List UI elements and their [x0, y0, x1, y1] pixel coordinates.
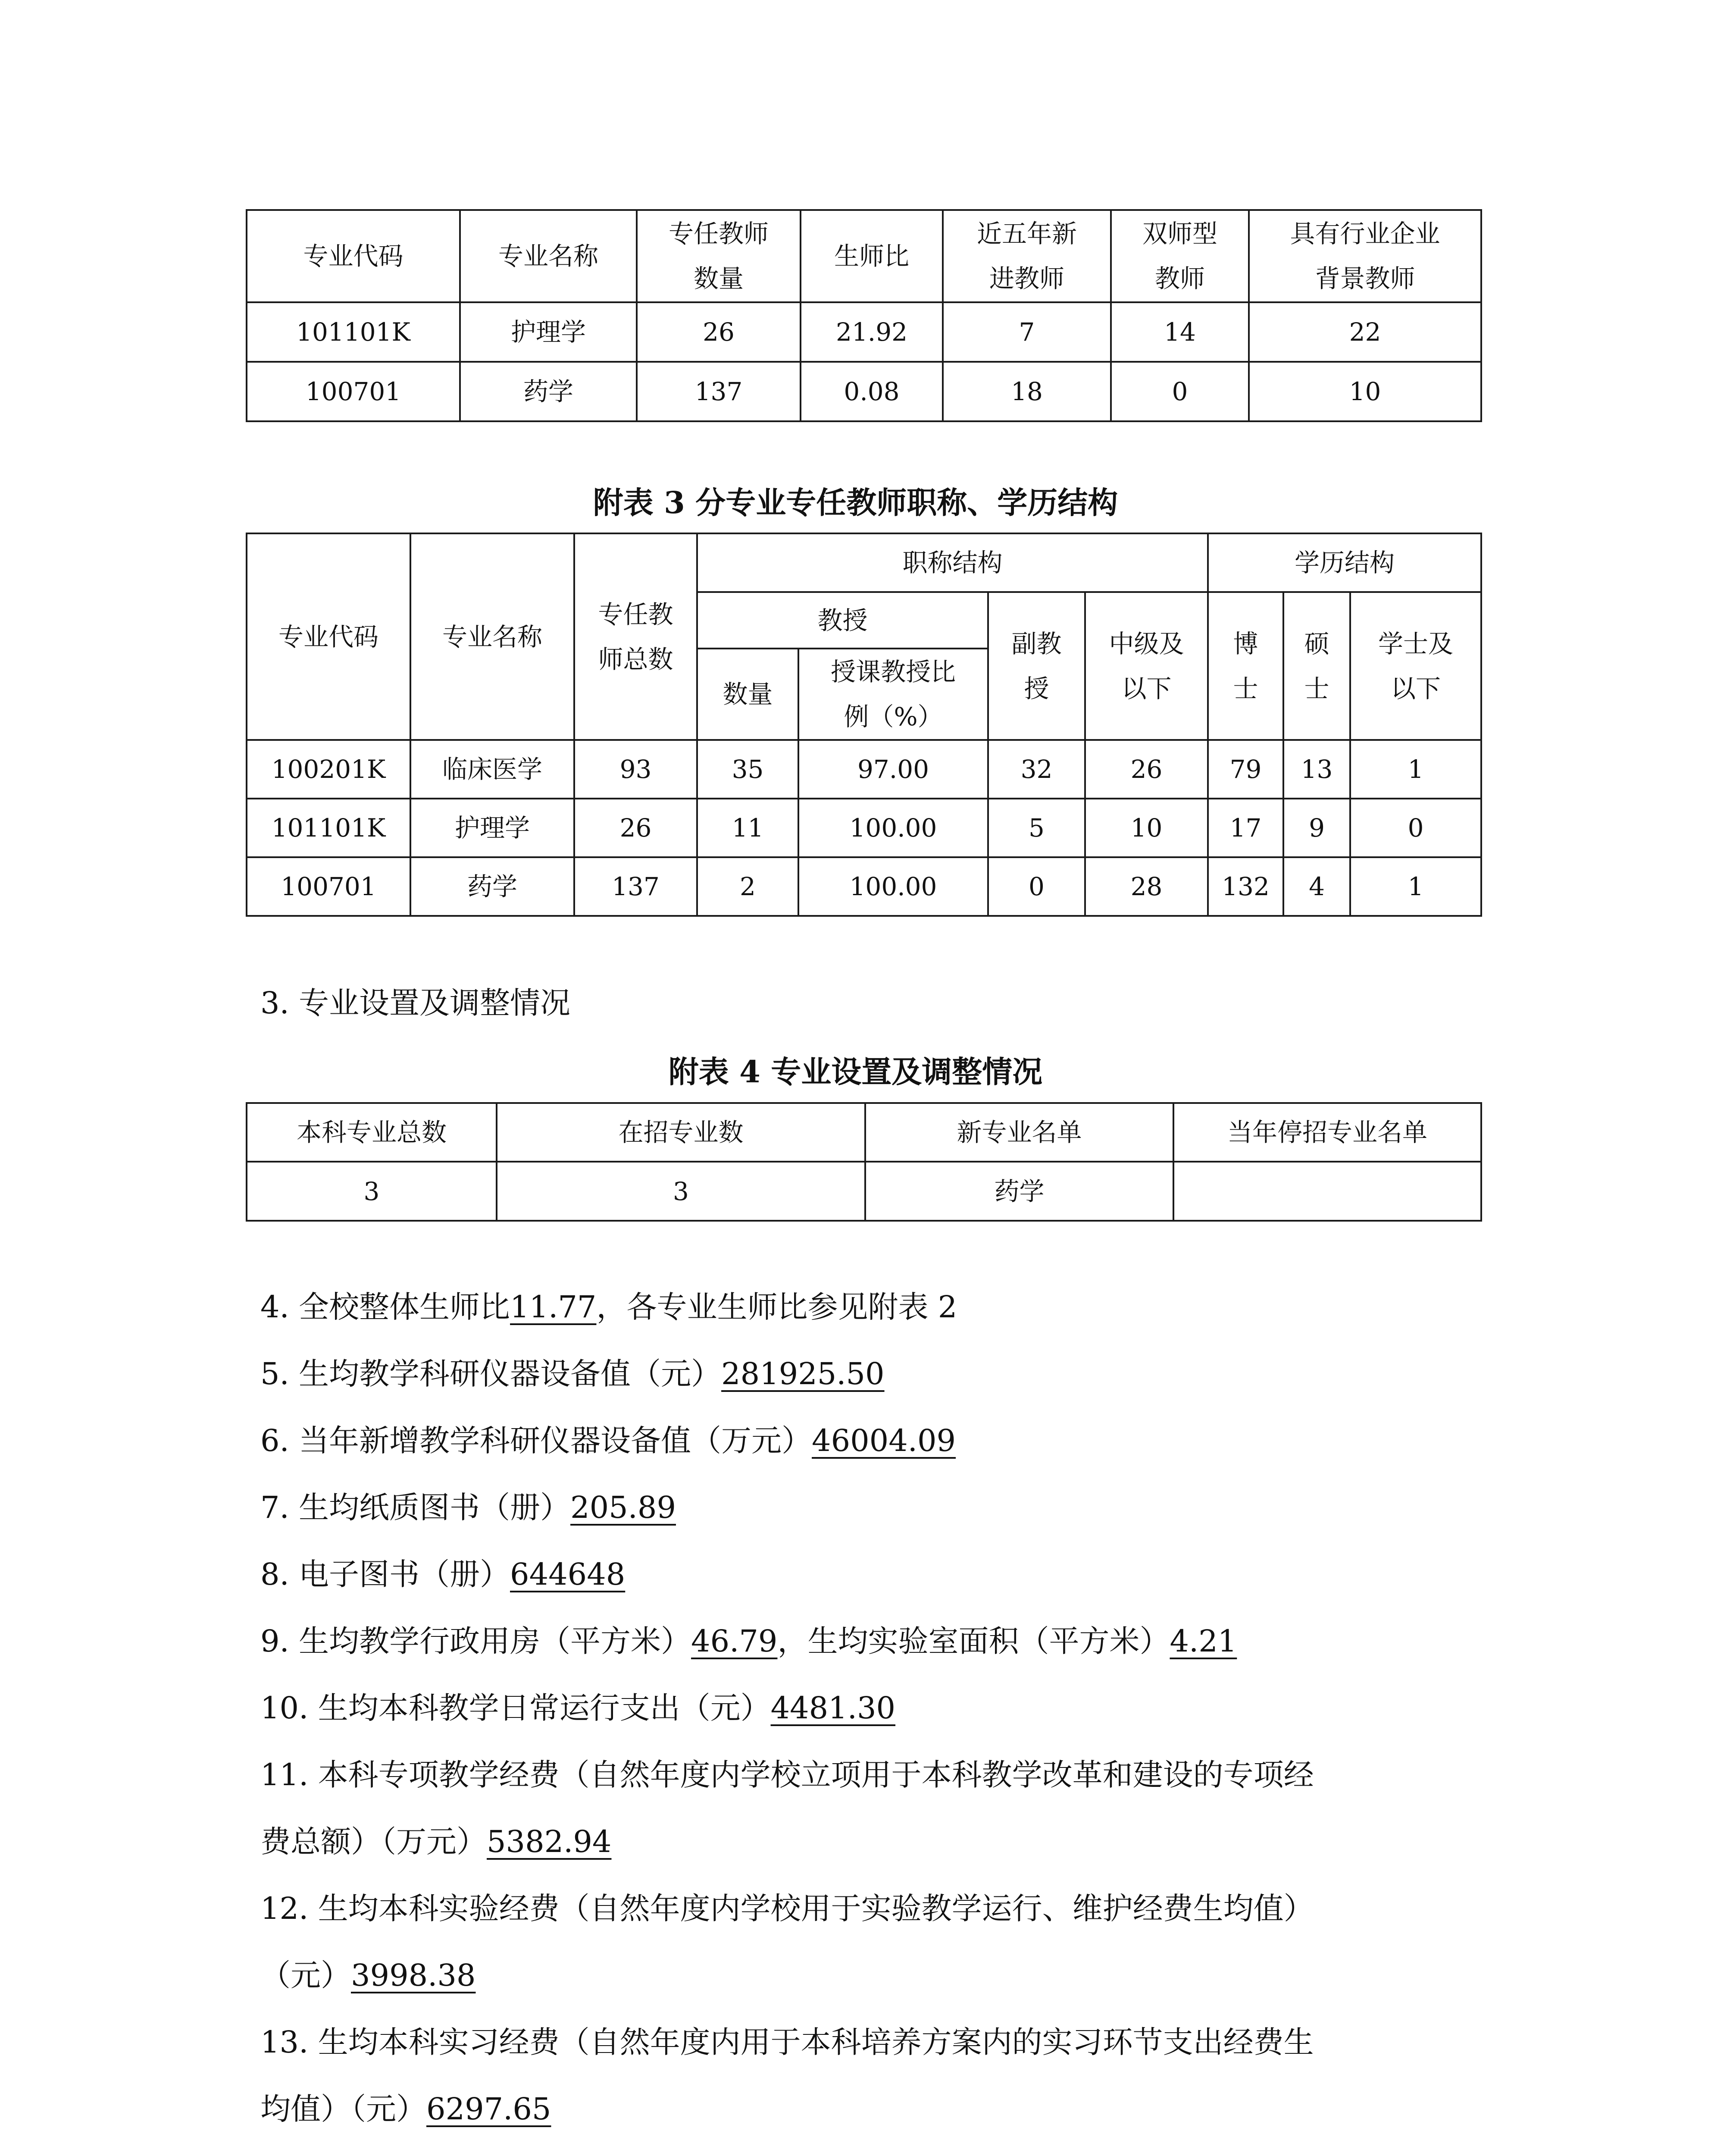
table-cell: 0	[1111, 362, 1249, 421]
value: 6297.65	[426, 2091, 551, 2127]
table-cell: 28	[1085, 857, 1208, 916]
header-cell: 学士及 以下	[1350, 592, 1481, 740]
header-cell: 教授	[697, 592, 988, 649]
value: 4481.30	[770, 1690, 896, 1726]
table-cell: 护理学	[460, 302, 637, 362]
table-cell: 5	[988, 799, 1085, 857]
item-7: 7. 生均纸质图书（册）205.89	[260, 1490, 676, 1525]
table3-caption: 附表 3 分专业专任教师职称、学历结构	[593, 485, 1118, 520]
header-cell: 专业代码	[247, 533, 410, 740]
header-cell: 具有行业企业 背景教师	[1249, 210, 1481, 302]
table-cell: 1	[1350, 740, 1481, 799]
item-11-line1: 11. 本科专项教学经费（自然年度内学校立项用于本科教学改革和建设的专项经	[260, 1757, 1314, 1792]
table-cell: 137	[574, 857, 697, 916]
table-cell: 药学	[460, 362, 637, 421]
header-cell: 新专业名单	[865, 1103, 1173, 1162]
header-cell: 授课教授比 例（%）	[798, 649, 988, 740]
header-cell: 博 士	[1208, 592, 1283, 740]
header-cell: 数量	[697, 649, 798, 740]
table-cell: 13	[1283, 740, 1350, 799]
header-cell: 专业代码	[247, 210, 460, 302]
table-cell: 132	[1208, 857, 1283, 916]
table-cell: 0	[988, 857, 1085, 916]
table-cell: 100701	[247, 857, 410, 916]
table-cell: 10	[1249, 362, 1481, 421]
table-cell: 10	[1085, 799, 1208, 857]
table-cell: 护理学	[410, 799, 574, 857]
table-row	[247, 302, 1481, 362]
header-cell: 专任教师 数量	[637, 210, 801, 302]
table-cell: 4	[1283, 857, 1350, 916]
table-cell: 100701	[247, 362, 460, 421]
table-row	[247, 1162, 1481, 1221]
table-cell: 临床医学	[410, 740, 574, 799]
table-cell: 2	[697, 857, 798, 916]
value: 281925.50	[721, 1356, 885, 1391]
table-cell: 0.08	[801, 362, 943, 421]
value: 46004.09	[812, 1423, 956, 1458]
table4-caption: 附表 4 专业设置及调整情况	[668, 1054, 1043, 1090]
table-row	[247, 857, 1481, 916]
table-cell: 7	[943, 302, 1111, 362]
table-row	[247, 740, 1481, 799]
item-8: 8. 电子图书（册）644648	[260, 1557, 626, 1592]
table-cell: 26	[1085, 740, 1208, 799]
table-cell: 17	[1208, 799, 1283, 857]
table-cell: 3	[497, 1162, 865, 1221]
header-cell: 当年停招专业名单	[1173, 1103, 1481, 1162]
item-10: 10. 生均本科教学日常运行支出（元）4481.30	[260, 1690, 896, 1726]
table-cell: 32	[988, 740, 1085, 799]
table-cell: 100.00	[798, 799, 988, 857]
item-9: 9. 生均教学行政用房（平方米）46.79，生均实验室面积（平方米）4.21	[260, 1623, 1237, 1659]
header-cell: 近五年新 进教师	[943, 210, 1111, 302]
table-cell: 药学	[865, 1162, 1173, 1221]
table-cell: 101101K	[247, 799, 410, 857]
section-heading: 3. 专业设置及调整情况	[260, 985, 571, 1021]
header-cell: 职称结构	[697, 533, 1208, 592]
table-cell: 0	[1350, 799, 1481, 857]
table-cell: 3	[247, 1162, 497, 1221]
value: 644648	[510, 1557, 626, 1592]
table-cell: 26	[637, 302, 801, 362]
table-cell: 35	[697, 740, 798, 799]
table-cell: 137	[637, 362, 801, 421]
table-cell: 26	[574, 799, 697, 857]
table-row	[247, 362, 1481, 421]
table-cell	[1173, 1162, 1481, 1221]
header-cell: 专业名称	[460, 210, 637, 302]
header-cell: 在招专业数	[497, 1103, 865, 1162]
item-11-line2: 费总额）（万元）5382.94	[260, 1824, 612, 1859]
table-cell: 11	[697, 799, 798, 857]
item-5: 5. 生均教学科研仪器设备值（元）281925.50	[260, 1356, 885, 1391]
table-cell: 93	[574, 740, 697, 799]
item-4: 4. 全校整体生师比11.77，各专业生师比参见附表 2	[260, 1289, 957, 1325]
header-cell: 硕 士	[1283, 592, 1350, 740]
item-12-line2: （元）3998.38	[260, 1958, 476, 1993]
value: 3998.38	[351, 1958, 476, 1993]
table-cell: 100201K	[247, 740, 410, 799]
title-education-table	[246, 533, 1482, 917]
table-cell: 79	[1208, 740, 1283, 799]
table-cell: 22	[1249, 302, 1481, 362]
table-cell: 100.00	[798, 857, 988, 916]
item-13-line2: 均值）（元）6297.65	[260, 2091, 551, 2127]
header-cell: 双师型 教师	[1111, 210, 1249, 302]
table-header-row	[247, 210, 1481, 302]
header-cell: 本科专业总数	[247, 1103, 497, 1162]
value: 205.89	[570, 1490, 676, 1525]
header-cell: 学历结构	[1208, 533, 1481, 592]
table-header-row	[247, 533, 1481, 592]
header-cell: 专业名称	[410, 533, 574, 740]
value: 4.21	[1170, 1623, 1237, 1659]
item-13-line1: 13. 生均本科实习经费（自然年度内用于本科培养方案内的实习环节支出经费生	[260, 2024, 1314, 2060]
header-cell: 专任教 师总数	[574, 533, 697, 740]
table-header-row	[247, 1103, 1481, 1162]
header-cell: 中级及 以下	[1085, 592, 1208, 740]
value: 5382.94	[487, 1824, 612, 1859]
item-6: 6. 当年新增教学科研仪器设备值（万元）46004.09	[260, 1423, 956, 1458]
table-cell: 101101K	[247, 302, 460, 362]
table-cell: 14	[1111, 302, 1249, 362]
table-cell: 97.00	[798, 740, 988, 799]
header-cell: 生师比	[801, 210, 943, 302]
table-cell: 药学	[410, 857, 574, 916]
table-cell: 1	[1350, 857, 1481, 916]
table-cell: 9	[1283, 799, 1350, 857]
table-cell: 21.92	[801, 302, 943, 362]
teacher-table	[246, 209, 1482, 422]
table-cell: 18	[943, 362, 1111, 421]
item-12-line1: 12. 生均本科实验经费（自然年度内学校用于实验教学运行、维护经费生均值）	[260, 1891, 1314, 1926]
header-cell: 副教 授	[988, 592, 1085, 740]
value: 11.77	[510, 1289, 597, 1325]
major-settings-table	[246, 1102, 1482, 1222]
table-row	[247, 799, 1481, 857]
value: 46.79	[691, 1623, 778, 1659]
